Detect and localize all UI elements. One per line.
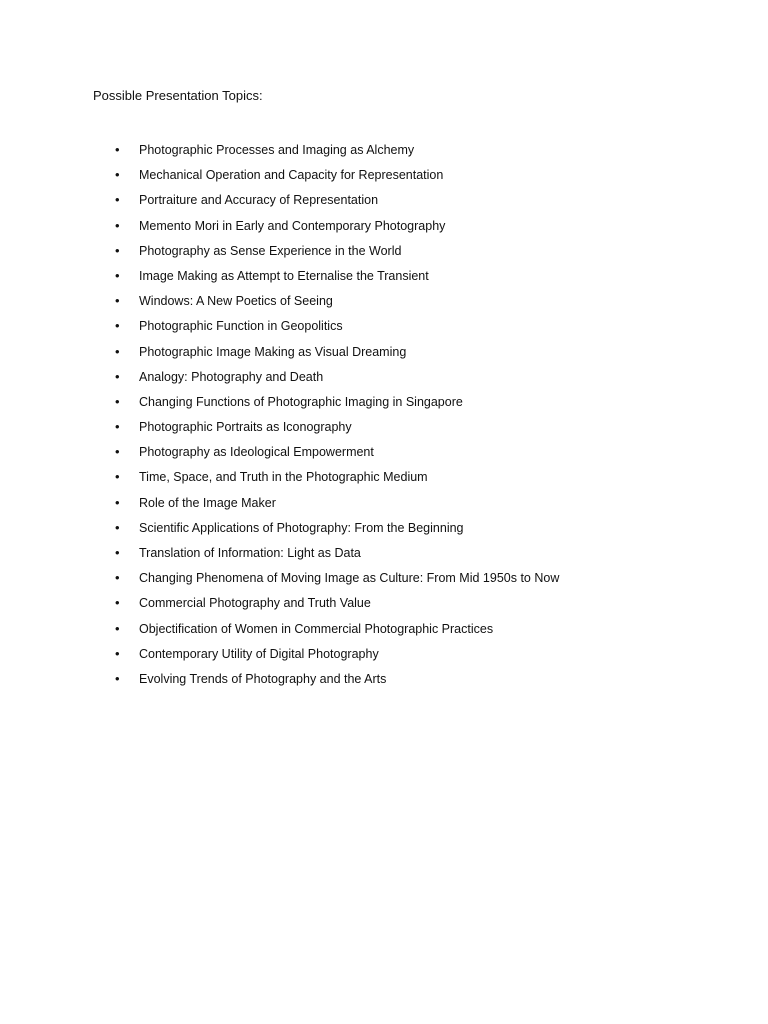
list-item	[0, 418, 700, 443]
topic-text: Translation of Information: Light as Data	[139, 546, 361, 560]
list-item	[0, 368, 700, 393]
list-item	[0, 494, 700, 519]
list-item	[0, 620, 700, 645]
topic-text: Objectification of Women in Commercial Photographic Practices	[139, 621, 494, 636]
topic-text: Portraiture and Accuracy of Representation	[139, 193, 379, 208]
list-item	[0, 594, 700, 619]
bullet-icon: •	[115, 519, 120, 535]
bullet-icon: •	[115, 670, 120, 686]
list-item	[0, 267, 700, 292]
list-item	[0, 317, 700, 342]
list-item	[0, 393, 700, 418]
bullet-icon: •	[115, 167, 120, 183]
bullet-icon: •	[115, 595, 120, 611]
topic-text: Analogy: Photography and Death	[139, 369, 324, 384]
list-item	[0, 645, 700, 670]
bullet-icon: •	[115, 494, 120, 510]
list-item	[0, 670, 700, 695]
bullet-icon: •	[115, 419, 120, 435]
list-item	[0, 544, 700, 569]
topic-text: Mechanical Operation and Capacity for Representation	[139, 168, 444, 183]
topic-text: Photographic Portraits as Iconography	[139, 420, 352, 435]
topic-text: Time, Space, and Truth in the Photographic Medium	[139, 470, 428, 485]
list-item	[0, 468, 700, 493]
topic-text: Photography as Ideological Empowerment	[139, 445, 374, 460]
list-item	[0, 217, 700, 242]
topic-text: Photography as Sense Experience in the World	[139, 243, 402, 258]
bullet-icon: •	[115, 545, 120, 560]
bullet-icon: •	[115, 469, 120, 485]
list-item	[0, 242, 700, 267]
list-item	[0, 519, 700, 544]
bullet-icon: •	[115, 142, 120, 157]
topic-text: Changing Functions of Photographic Imaging in Singapore	[139, 394, 463, 409]
bullet-icon: •	[115, 217, 120, 233]
list-item	[0, 292, 700, 317]
bullet-icon: •	[115, 368, 120, 384]
bullet-icon: •	[115, 444, 120, 460]
topic-text: Windows: A New Poetics of Seeing	[139, 294, 333, 309]
topic-list	[0, 141, 700, 695]
topic-text: Memento Mori in Early and Contemporary Photography	[139, 218, 446, 233]
topic-text: Scientific Applications of Photography: From the Beginning	[139, 520, 464, 535]
bullet-icon: •	[115, 242, 120, 258]
topic-text: Photographic Function in Geopolitics	[139, 319, 343, 334]
topic-text: Commercial Photography and Truth Value	[139, 596, 371, 611]
topic-text: Photographic Processes and Imaging as Alchemy	[139, 143, 415, 157]
bullet-icon: •	[115, 570, 120, 586]
topic-text: Photographic Image Making as Visual Dreaming	[139, 344, 407, 359]
list-item	[0, 191, 700, 216]
topic-text: Evolving Trends of Photography and the Arts	[139, 671, 387, 686]
bullet-icon: •	[115, 293, 120, 309]
bullet-icon: •	[115, 192, 120, 208]
topic-text: Changing Phenomena of Moving Image as Culture: From Mid 1950s to Now	[139, 571, 560, 586]
bullet-icon: •	[115, 645, 120, 661]
bullet-icon: •	[115, 393, 120, 409]
bullet-icon: •	[115, 318, 120, 334]
bullet-icon: •	[115, 267, 120, 283]
page-heading: Possible Presentation Topics:	[93, 88, 263, 103]
bullet-icon: •	[115, 343, 120, 359]
list-item	[0, 443, 700, 468]
list-item	[0, 343, 700, 368]
list-item	[0, 569, 700, 594]
list-item	[0, 141, 700, 166]
topic-text: Role of the Image Maker	[139, 495, 276, 510]
bullet-icon: •	[115, 620, 120, 636]
topic-text: Image Making as Attempt to Eternalise the Transient	[139, 268, 429, 283]
topic-text: Contemporary Utility of Digital Photography	[139, 646, 379, 661]
list-item	[0, 166, 700, 191]
